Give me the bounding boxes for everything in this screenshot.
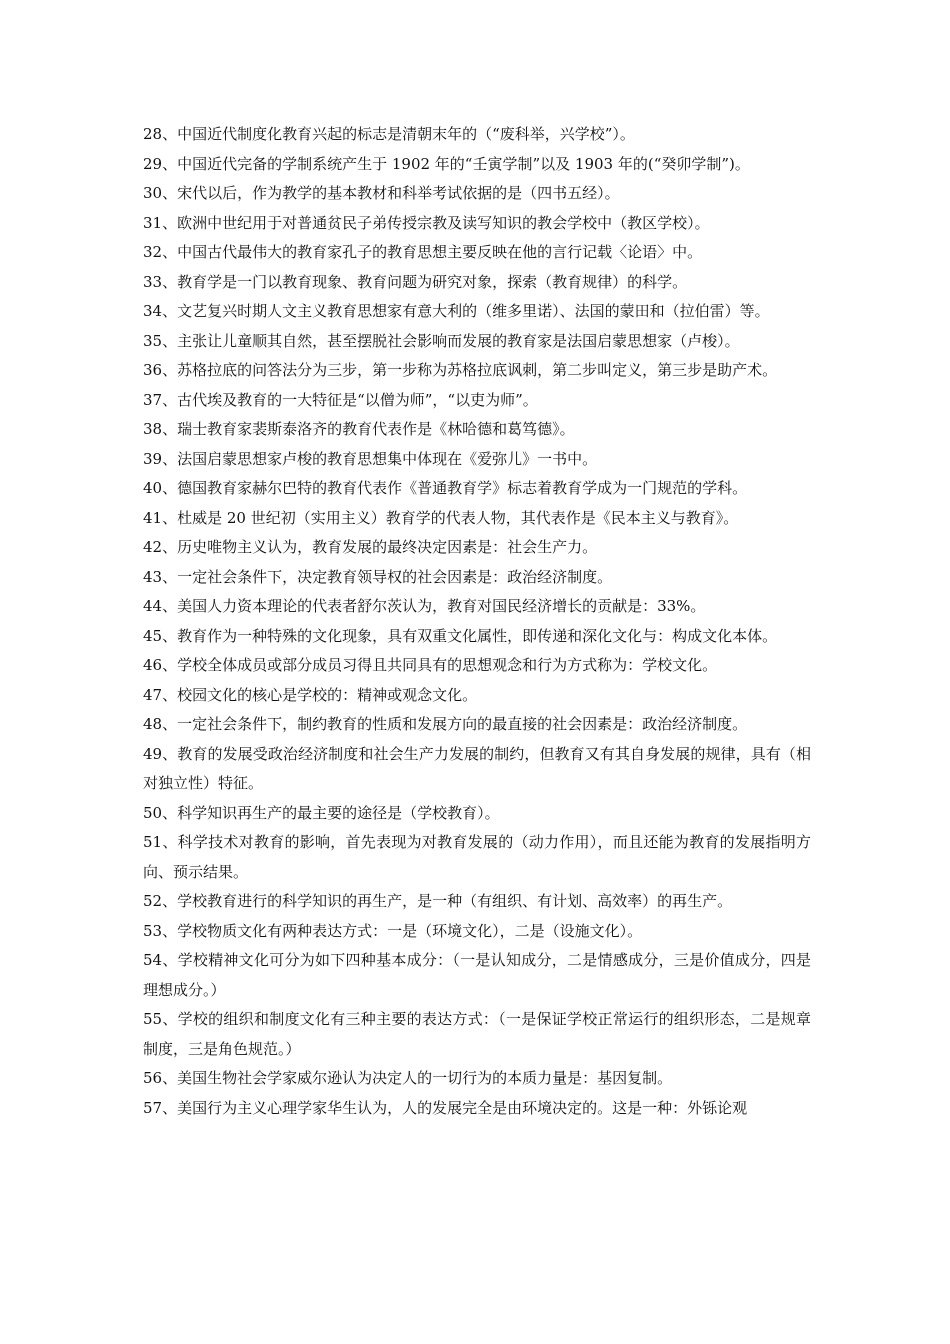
list-item: 46、学校全体成员或部分成员习得且共同具有的思想观念和行为方式称为：学校文化。 (143, 656, 718, 674)
list-item: 50、科学知识再生产的最主要的途径是（学校教育）。 (143, 803, 500, 822)
list-item: 43、一定社会条件下，决定教育领导权的社会因素是：政治经济制度。 (143, 567, 613, 586)
list-item: 36、苏格拉底的问答法分为三步，第一步称为苏格拉底讽刺，第二步叫定义，第三步是助产术。 (143, 361, 778, 379)
list-item: 28、中国近代制度化教育兴起的标志是清朝末年的（“废科举，兴学校”）。 (143, 125, 635, 143)
list-item: 37、古代埃及教育的一大特征是“以僧为师”，“以吏为师”。 (143, 390, 538, 409)
list-item: 39、法国启蒙思想家卢梭的教育思想集中体现在《爱弥儿》一书中。 (143, 449, 598, 468)
list-item: 53、学校物质文化有两种表达方式：一是（环境文化），二是（设施文化）。 (143, 921, 643, 940)
list-item: 29、中国近代完备的学制系统产生于 1902 年的“壬寅学制”以及 1903 年的(“癸卯学制”)。 (143, 154, 750, 173)
list-item: 56、美国生物社会学家威尔逊认为决定人的一切行为的本质力量是：基因复制。 (143, 1069, 673, 1087)
list-item: 32、中国古代最伟大的教育家孔子的教育思想主要反映在他的言行记载〈论语〉中。 (143, 243, 703, 261)
list-item: 34、文艺复兴时期人文主义教育思想家有意大利的（维多里诺）、法国的蒙田和（拉伯雷）等。 (143, 302, 770, 320)
list-item: 40、德国教育家赫尔巴特的教育代表作《普通教育学》标志着教育学成为一门规范的学科。 (143, 479, 748, 497)
list-item: 44、美国人力资本理论的代表者舒尔茨认为，教育对国民经济增长的贡献是：33%。 (143, 597, 706, 615)
list-item: 41、杜威是 20 世纪初（实用主义）教育学的代表人物，其代表作是《民本主义与教育》。 (143, 508, 739, 527)
document-body (143, 120, 811, 1123)
list-item: 30、宋代以后，作为教学的基本教材和科举考试依据的是（四书五经）。 (143, 184, 620, 202)
list-item: 55、学校的组织和制度文化有三种主要的表达方式：（一是保证学校正常运行的组织形态，二是规章制度，三是角色规范。） (143, 1010, 811, 1058)
list-item: 33、教育学是一门以教育现象、教育问题为研究对象，探索（教育规律）的科学。 (143, 272, 688, 291)
list-item: 31、欧洲中世纪用于对普通贫民子弟传授宗教及读写知识的教会学校中（教区学校）。 (143, 213, 710, 232)
list-item: 49、教育的发展受政治经济制度和社会生产力发展的制约，但教育又有其自身发展的规律，具有（相对独立性）特征。 (143, 744, 811, 792)
list-item: 47、校园文化的核心是学校的：精神或观念文化。 (143, 685, 478, 704)
list-item: 45、教育作为一种特殊的文化现象，具有双重文化属性，即传递和深化文化与：构成文化本体。 (143, 626, 778, 645)
list-item: 48、一定社会条件下，制约教育的性质和发展方向的最直接的社会因素是：政治经济制度。 (143, 715, 748, 733)
list-item: 51、科学技术对教育的影响，首先表现为对教育发展的（动力作用），而且还能为教育的发展指明方向、预示结果。 (143, 833, 811, 881)
list-item: 38、瑞士教育家裴斯泰洛齐的教育代表作是《林哈德和葛笃德》。 (143, 420, 575, 438)
list-item: 52、学校教育进行的科学知识的再生产，是一种（有组织、有计划、高效率）的再生产。 (143, 892, 733, 910)
list-item: 42、历史唯物主义认为，教育发展的最终决定因素是：社会生产力。 (143, 538, 598, 556)
list-item: 54、学校精神文化可分为如下四种基本成分：（一是认知成分，二是情感成分，三是价值成分，四是理想成分。） (143, 951, 811, 999)
list-item: 57、美国行为主义心理学家华生认为，人的发展完全是由环境决定的。这是一种：外铄论观 (143, 1098, 748, 1117)
list-item: 35、主张让儿童顺其自然，甚至摆脱社会影响而发展的教育家是法国启蒙思想家（卢梭）。 (143, 331, 740, 350)
